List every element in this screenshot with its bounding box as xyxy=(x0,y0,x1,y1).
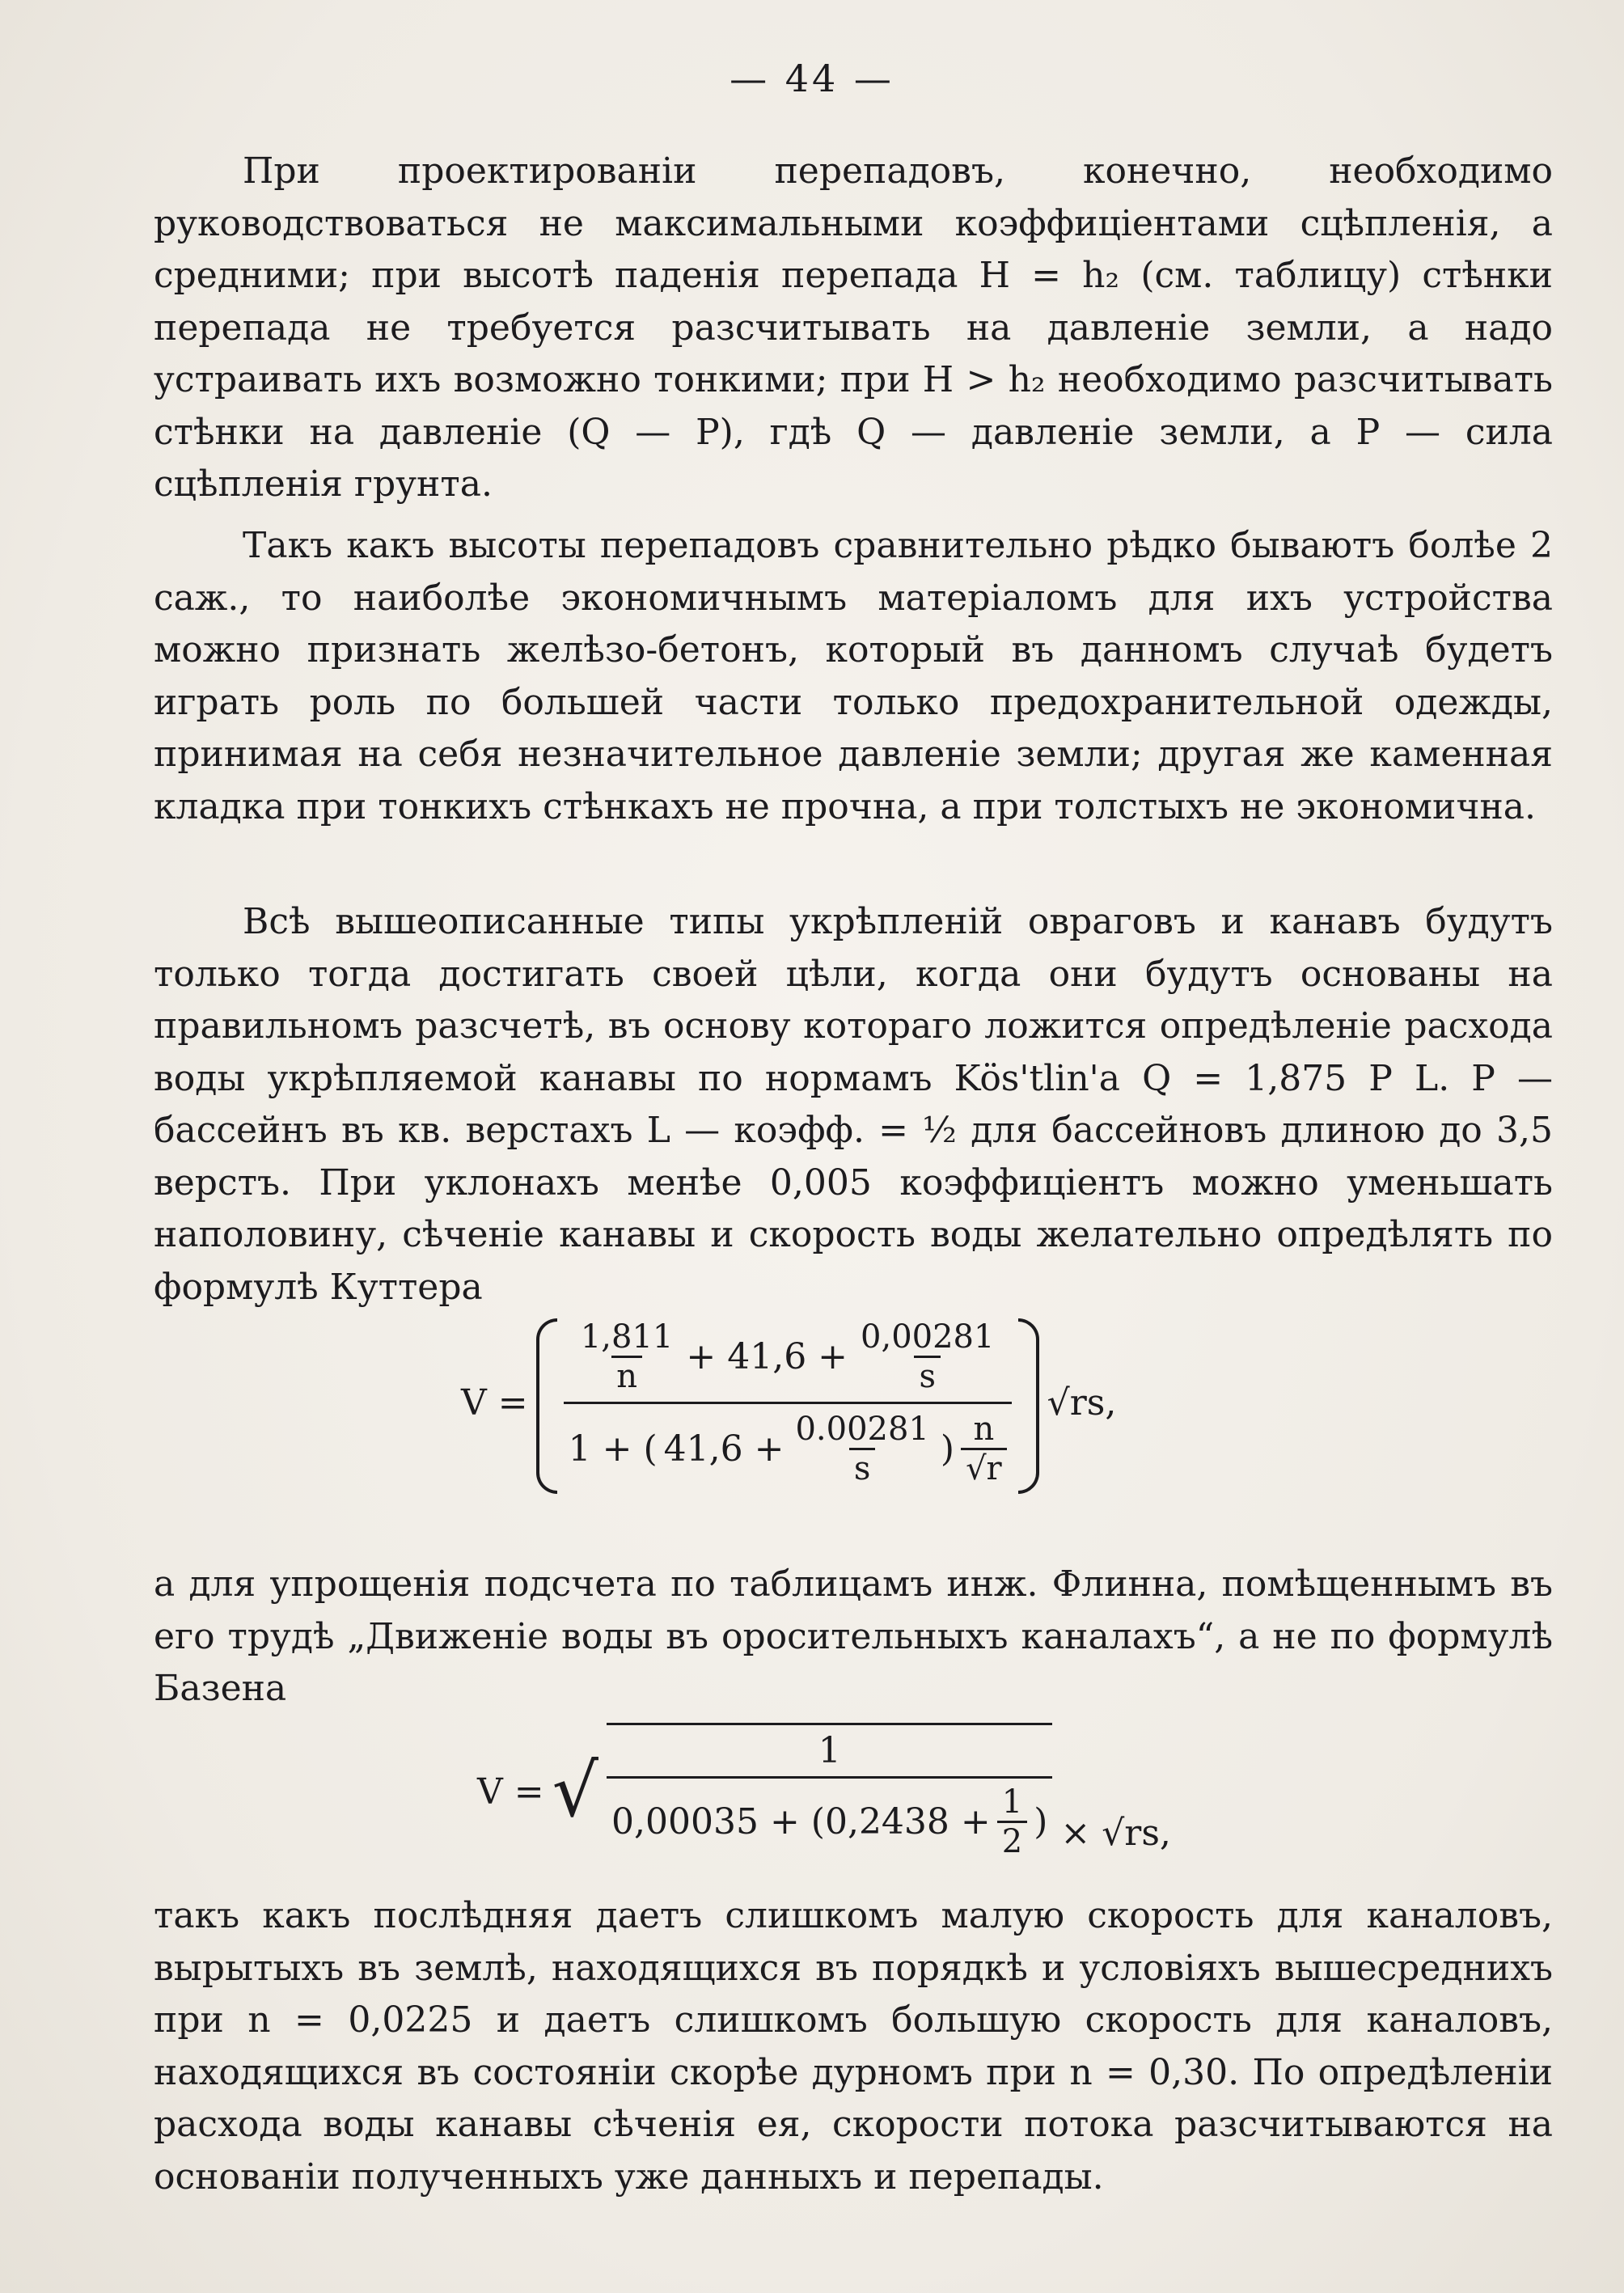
paragraph-1 xyxy=(154,146,1553,511)
kutter-numerator xyxy=(571,1318,1004,1402)
kutter-root-rs: √rs, xyxy=(1047,1382,1117,1424)
bazin-close-paren: ) xyxy=(1034,1801,1048,1842)
bazin-den-expression: 0,00035 + (0,2438 + xyxy=(611,1801,991,1842)
bazin-fraction xyxy=(607,1723,1052,1860)
paragraph-4 xyxy=(154,1559,1553,1716)
kutter-formula xyxy=(461,1318,1116,1487)
kutter-left-brace xyxy=(536,1318,557,1494)
kutter-main-fraction xyxy=(564,1318,1012,1487)
bazin-half-num: 1 xyxy=(1001,1783,1023,1821)
kutter-right-brace xyxy=(1018,1318,1039,1494)
paragraph-2-text: Такъ какъ высоты перепадовъ сравнительно рѣдко бываютъ болѣе 2 саж., то наиболѣе экономичнымъ матеріаломъ для ихъ устройства можно признать желѣзо-бетонъ, который въ данномъ случаѣ будетъ играть роль по большей части только предохранительной одежды, принимая на себя незначительное давленіе земли; другая же каменная кладка при тонкихъ стѣнкахъ не прочна, а при толстыхъ не экономична. xyxy=(154,525,1553,827)
bazin-times-rs: × √rs, xyxy=(1060,1813,1171,1854)
kutter-term-2-den: s xyxy=(914,1356,941,1395)
bazin-formula xyxy=(477,1723,1171,1860)
paragraph-1-text: При проектированіи перепадовъ, конечно, необходимо руководствоваться не максимальными коэффиціентами сцѣпленія, а средними; при высотѣ паденія перепада H = h₂ (см. таблицу) стѣнки перепада не требуется разсчитывать на давленіе земли, а надо устраивать ихъ возможно тонкими; при H > h₂ необходимо разсчитывать стѣнки на давленіе (Q — P), гдѣ Q — давленіе земли, а P — сила сцѣпленія грунта. xyxy=(154,150,1553,505)
kutter-one-plus: 1 + ( xyxy=(568,1428,658,1470)
paragraph-5 xyxy=(154,1890,1553,2203)
paragraph-4-text: а для упрощенія подсчета по таблицамъ инж. Флинна, помѣщеннымъ въ его трудѣ „Движеніе воды въ оросительныхъ каналахъ“, а не по формулѣ Базена xyxy=(154,1563,1553,1709)
kutter-plus-constant: + 41,6 + xyxy=(686,1336,848,1377)
kutter-close-paren: ) xyxy=(940,1428,955,1470)
bazin-half-den: 2 xyxy=(997,1821,1027,1860)
bazin-numerator: 1 xyxy=(818,1730,841,1771)
kutter-term-2 xyxy=(856,1318,999,1395)
kutter-term-1-num: 1,811 xyxy=(580,1318,674,1356)
kutter-term-1 xyxy=(576,1318,679,1395)
kutter-term-2-num: 0,00281 xyxy=(861,1318,995,1356)
bazin-half xyxy=(997,1783,1027,1860)
kutter-term-3-den: s xyxy=(849,1448,876,1487)
kutter-lhs: V = xyxy=(461,1382,528,1424)
paragraph-2 xyxy=(154,520,1553,833)
kutter-term-4-num: n xyxy=(973,1411,995,1448)
kutter-term-1-den: n xyxy=(611,1356,642,1395)
paragraph-5-text: такъ какъ послѣдняя даетъ слишкомъ малую скорость для каналовъ, вырытыхъ въ землѣ, находящихся въ порядкѣ и условіяхъ вышесреднихъ при n = 0,0225 и даетъ слишкомъ большую скорость для каналовъ, находящихся въ состояніи скорѣе дурномъ при n = 0,30. По опредѣленіи расхода воды канавы сѣченія ея, скорости потока разсчитываются на основаніи полученныхъ уже данныхъ и перепады. xyxy=(154,1895,1553,2198)
kutter-term-4-den: √r xyxy=(961,1448,1007,1487)
kutter-term-4 xyxy=(961,1411,1007,1487)
sqrt-icon: √ xyxy=(552,1749,598,1834)
bazin-denominator xyxy=(607,1776,1052,1860)
bazin-lhs: V = xyxy=(477,1771,544,1813)
page-number: — 44 — xyxy=(730,57,894,100)
paragraph-3 xyxy=(154,896,1553,1314)
kutter-term-3-num: 0.00281 xyxy=(795,1411,929,1448)
kutter-denominator xyxy=(564,1402,1012,1487)
kutter-brace-group xyxy=(536,1318,1039,1487)
paragraph-3-text: Всѣ вышеописанные типы укрѣпленій овраговъ и канавъ будутъ только тогда достигать своей цѣли, когда они будутъ основаны на правильномъ разсчетѣ, въ основу котораго ложится опредѣленіе расхода воды укрѣпляемой канавы по нормамъ Kös'tlin'a Q = 1,875 P L. P — бассейнъ въ кв. верстахъ L — коэфф. = ½ для бассейновъ длиною до 3,5 верстъ. При уклонахъ менѣе 0,005 коэффиціентъ можно уменьшать наполовину, сѣченіе канавы и скорость воды желательно опредѣлять по формулѣ Куттера xyxy=(154,901,1553,1308)
kutter-inner-constant: 41,6 + xyxy=(663,1428,785,1470)
kutter-term-3 xyxy=(790,1411,933,1487)
